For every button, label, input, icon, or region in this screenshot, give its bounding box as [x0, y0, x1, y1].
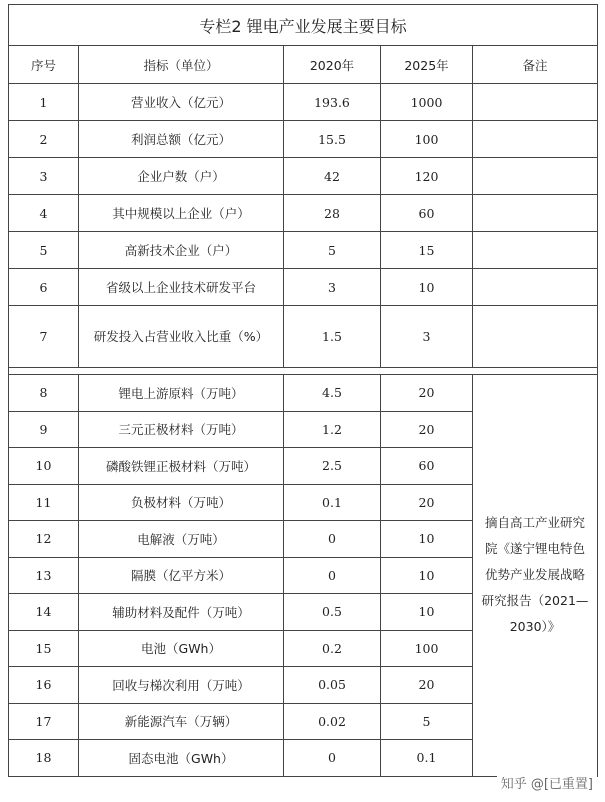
row-indicator: 负极材料（万吨）	[79, 484, 284, 521]
row-remark	[473, 84, 598, 121]
row-value-2020: 3	[284, 269, 381, 306]
header-indicator: 指标（单位）	[79, 46, 284, 84]
row-indicator: 回收与梯次利用（万吨）	[79, 667, 284, 704]
row-value-2020: 0.2	[284, 630, 381, 667]
row-indicator: 研发投入占营业收入比重（%）	[79, 306, 284, 368]
row-no: 13	[9, 557, 79, 594]
row-no: 18	[9, 740, 79, 777]
row-value-2025: 60	[381, 195, 473, 232]
row-indicator: 利润总额（亿元）	[79, 121, 284, 158]
goals-table-frame	[8, 4, 597, 777]
row-value-2025: 100	[381, 630, 473, 667]
row-value-2020: 15.5	[284, 121, 381, 158]
row-remark	[473, 158, 598, 195]
row-value-2025: 20	[381, 375, 473, 412]
row-value-2025: 1000	[381, 84, 473, 121]
row-value-2020: 28	[284, 195, 381, 232]
row-no: 15	[9, 630, 79, 667]
row-indicator: 锂电上游原料（万吨）	[79, 375, 284, 412]
row-no: 10	[9, 448, 79, 485]
row-indicator: 其中规模以上企业（户）	[79, 195, 284, 232]
row-no: 12	[9, 521, 79, 558]
row-no: 1	[9, 84, 79, 121]
table-row	[9, 158, 598, 195]
row-value-2020: 0.02	[284, 703, 381, 740]
table-row	[9, 269, 598, 306]
row-no: 7	[9, 306, 79, 368]
row-value-2020: 0.1	[284, 484, 381, 521]
row-value-2025: 15	[381, 232, 473, 269]
row-remark	[473, 195, 598, 232]
row-no: 8	[9, 375, 79, 412]
table-title: 专栏2 锂电产业发展主要目标	[9, 5, 598, 46]
row-indicator: 营业收入（亿元）	[79, 84, 284, 121]
row-value-2025: 100	[381, 121, 473, 158]
row-no: 11	[9, 484, 79, 521]
row-value-2020: 42	[284, 158, 381, 195]
row-no: 2	[9, 121, 79, 158]
header-row	[9, 46, 598, 84]
row-value-2025: 20	[381, 667, 473, 704]
source-note: 摘自高工产业研究院《遂宁锂电特色优势产业发展战略研究报告（2021—2030）》	[473, 375, 598, 777]
row-value-2020: 193.6	[284, 84, 381, 121]
gap-cell	[9, 368, 598, 375]
row-no: 16	[9, 667, 79, 704]
row-indicator: 高新技术企业（户）	[79, 232, 284, 269]
row-value-2025: 60	[381, 448, 473, 485]
row-indicator: 企业户数（户）	[79, 158, 284, 195]
row-indicator: 省级以上企业技术研发平台	[79, 269, 284, 306]
row-no: 9	[9, 411, 79, 448]
row-indicator: 隔膜（亿平方米）	[79, 557, 284, 594]
row-remark	[473, 306, 598, 368]
row-value-2020: 0.5	[284, 594, 381, 631]
row-value-2020: 4.5	[284, 375, 381, 412]
table-row	[9, 121, 598, 158]
row-remark	[473, 232, 598, 269]
table-row	[9, 375, 598, 412]
row-indicator: 磷酸铁锂正极材料（万吨）	[79, 448, 284, 485]
row-value-2020: 1.2	[284, 411, 381, 448]
row-no: 14	[9, 594, 79, 631]
row-value-2025: 10	[381, 557, 473, 594]
row-no: 4	[9, 195, 79, 232]
table-row	[9, 306, 598, 368]
table-gap	[9, 368, 598, 375]
goals-table	[8, 4, 598, 777]
row-value-2020: 0	[284, 521, 381, 558]
table-row	[9, 84, 598, 121]
row-value-2020: 0.05	[284, 667, 381, 704]
row-no: 17	[9, 703, 79, 740]
row-remark	[473, 121, 598, 158]
row-indicator: 电池（GWh）	[79, 630, 284, 667]
row-no: 6	[9, 269, 79, 306]
table-row	[9, 232, 598, 269]
row-indicator: 新能源汽车（万辆）	[79, 703, 284, 740]
row-value-2020: 5	[284, 232, 381, 269]
table-row	[9, 195, 598, 232]
watermark: 知乎 @[已重置]	[497, 773, 597, 792]
row-value-2025: 3	[381, 306, 473, 368]
row-value-2020: 0	[284, 557, 381, 594]
row-indicator: 固态电池（GWh）	[79, 740, 284, 777]
row-no: 3	[9, 158, 79, 195]
header-2025: 2025年	[381, 46, 473, 84]
row-value-2020: 2.5	[284, 448, 381, 485]
header-remark: 备注	[473, 46, 598, 84]
row-value-2020: 0	[284, 740, 381, 777]
row-value-2025: 120	[381, 158, 473, 195]
row-value-2025: 5	[381, 703, 473, 740]
header-no: 序号	[9, 46, 79, 84]
row-no: 5	[9, 232, 79, 269]
row-value-2025: 20	[381, 411, 473, 448]
row-value-2020: 1.5	[284, 306, 381, 368]
row-indicator: 三元正极材料（万吨）	[79, 411, 284, 448]
row-value-2025: 10	[381, 269, 473, 306]
row-remark	[473, 269, 598, 306]
row-value-2025: 10	[381, 594, 473, 631]
row-value-2025: 20	[381, 484, 473, 521]
header-2020: 2020年	[284, 46, 381, 84]
row-indicator: 辅助材料及配件（万吨）	[79, 594, 284, 631]
row-value-2025: 0.1	[381, 740, 473, 777]
row-value-2025: 10	[381, 521, 473, 558]
row-indicator: 电解液（万吨）	[79, 521, 284, 558]
